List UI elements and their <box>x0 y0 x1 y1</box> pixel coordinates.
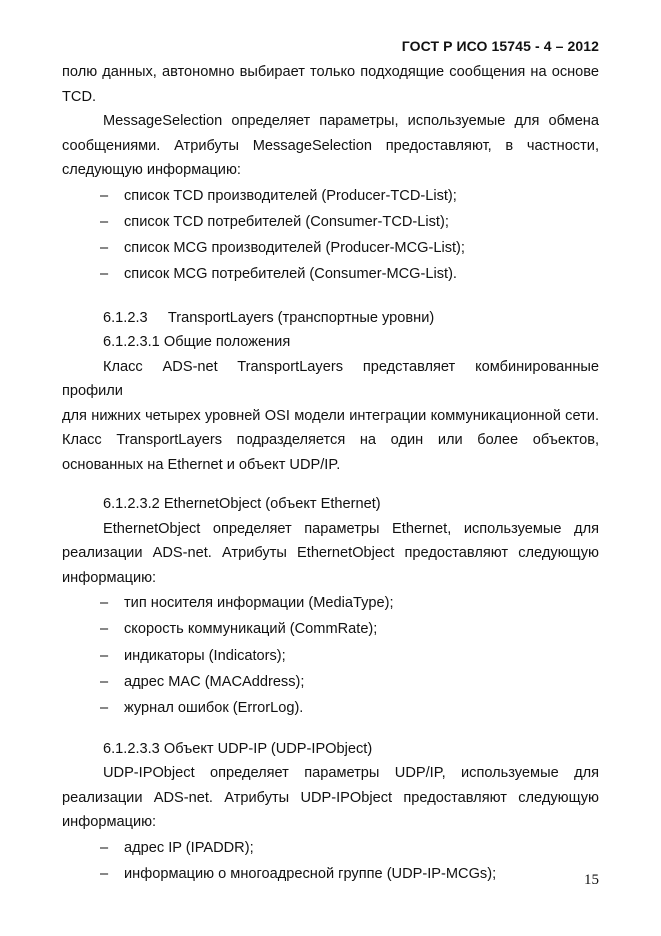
document-header: ГОСТ Р ИСО 15745 - 4 – 2012 <box>401 38 599 54</box>
udp-ip-attributes-list <box>62 835 599 888</box>
paragraph-line: полю данных, автономно выбирает только подходящие сообщения на основе <box>62 64 599 80</box>
list-dash: – <box>100 240 109 257</box>
tcd-mcg-list <box>62 183 599 288</box>
list-item <box>62 590 599 616</box>
list-item <box>62 695 599 721</box>
list-item-text: список MCG производителей (Producer-MCG-List); <box>124 240 465 257</box>
list-item-text: журнал ошибок (ErrorLog). <box>124 700 304 717</box>
paragraph-line: реализации ADS-net. Атрибуты UDP-IPObject предоставляют следующую <box>62 789 599 806</box>
paragraph-line: информацию: <box>62 569 157 586</box>
list-dash: – <box>100 839 109 856</box>
paragraph-line: MessageSelection определяет параметры, используемые для обмена <box>103 113 599 129</box>
page-number: 15 <box>584 872 599 888</box>
list-dash: – <box>100 213 109 230</box>
list-dash: – <box>100 621 109 638</box>
section-heading-udp-ip-object: 6.1.2.3.3 Объект UDP-IP (UDP-IPObject) <box>103 740 373 757</box>
list-dash: – <box>100 700 109 717</box>
list-item-text: скорость коммуникаций (CommRate); <box>124 621 378 638</box>
paragraph-line: следующую информацию: <box>62 162 241 178</box>
list-item-text: список TCD производителей (Producer-TCD-List); <box>124 187 457 204</box>
paragraph-line: сообщениями. Атрибуты MessageSelection предоставляют, в частности, <box>62 137 599 154</box>
list-dash: – <box>100 187 109 204</box>
section-heading-transport-layers: 6.1.2.3 TransportLayers (транспортные уровни) <box>103 309 435 326</box>
list-item <box>62 643 599 669</box>
list-item <box>62 669 599 695</box>
list-dash: – <box>100 647 109 664</box>
ethernet-attributes-list <box>62 590 599 721</box>
section-heading-general: 6.1.2.3.1 Общие положения <box>103 334 291 351</box>
paragraph-line: Класс TransportLayers подразделяется на один или более объектов, <box>62 432 599 449</box>
list-item-text: индикаторы (Indicators); <box>124 647 286 664</box>
list-item <box>62 183 599 209</box>
paragraph-line: для нижних четырех уровней OSI модели интеграции коммуникационной сети. <box>62 407 599 424</box>
paragraph-line: информацию: <box>62 814 157 831</box>
list-item-text: информацию о многоадресной группе (UDP-IP-MCGs); <box>124 865 497 882</box>
list-item-text: тип носителя информации (MediaType); <box>124 595 394 612</box>
paragraph-line: основанных на Ethernet и объект UDP/IP. <box>62 456 341 473</box>
list-item-text: адрес MAC (MACAddress); <box>124 674 305 691</box>
paragraph-line: TCD. <box>62 88 97 105</box>
list-item <box>62 861 599 887</box>
list-dash: – <box>100 674 109 691</box>
list-item-text: адрес IP (IPADDR); <box>124 839 254 856</box>
list-item <box>62 616 599 642</box>
paragraph-line: EthernetObject определяет параметры Ethernet, используемые для <box>103 520 599 537</box>
list-item <box>62 261 599 287</box>
list-dash: – <box>100 595 109 612</box>
page-body <box>62 60 599 887</box>
list-item <box>62 835 599 861</box>
list-item-text: список TCD потребителей (Consumer-TCD-List); <box>124 213 449 230</box>
list-item <box>62 235 599 261</box>
list-item <box>62 209 599 235</box>
paragraph-line: UDP-IPObject определяет параметры UDP/IP, используемые для <box>103 765 599 782</box>
paragraph-line: реализации ADS-net. Атрибуты EthernetObject предоставляют следующую <box>62 545 599 562</box>
list-dash: – <box>100 865 109 882</box>
list-dash: – <box>100 266 109 283</box>
paragraph-line: Класс ADS-net TransportLayers представляет комбинированные профили <box>62 358 599 400</box>
list-item-text: список MCG потребителей (Consumer-MCG-List). <box>124 266 457 283</box>
section-heading-ethernet-object: 6.1.2.3.2 EthernetObject (объект Ethernet) <box>103 496 381 513</box>
